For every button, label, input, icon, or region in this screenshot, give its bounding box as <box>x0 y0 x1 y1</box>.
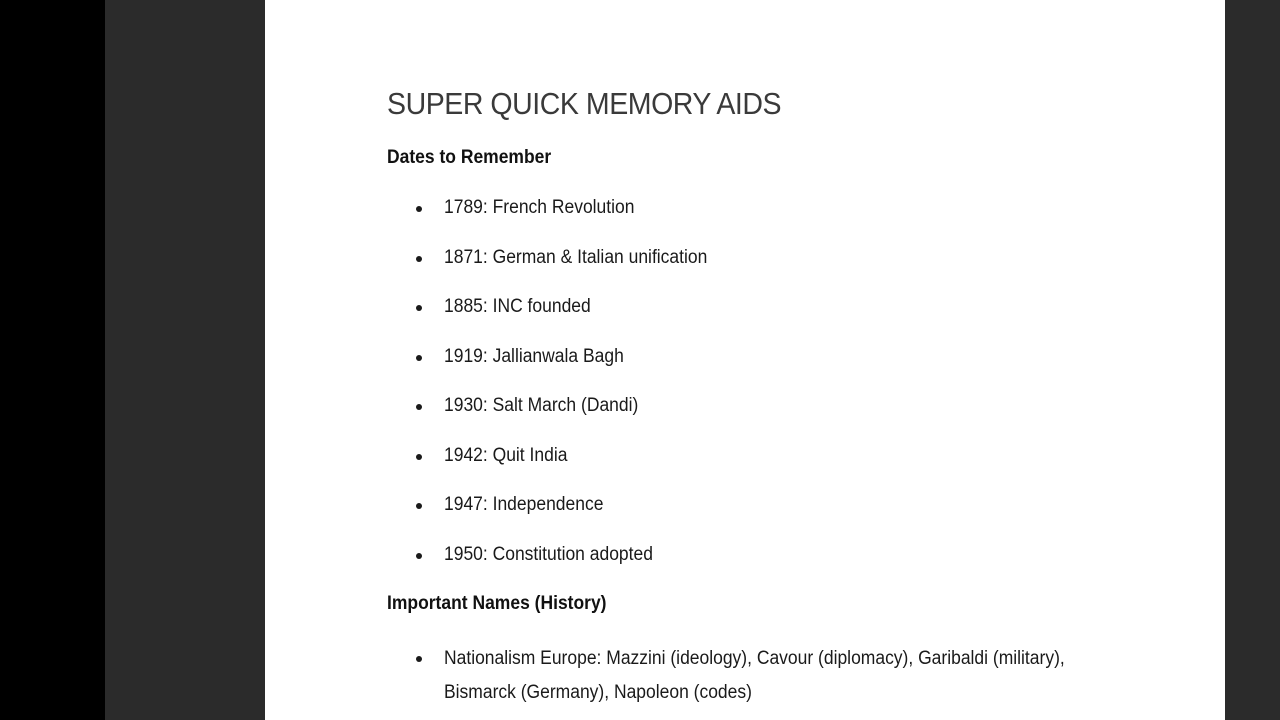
dates-list <box>387 196 1107 567</box>
bullet-icon <box>416 404 422 410</box>
list-item <box>387 295 1107 319</box>
viewer-left-gutter <box>105 0 265 720</box>
document-page <box>265 0 1225 720</box>
list-item-text: 1942: Quit India <box>444 444 568 466</box>
section-heading-dates: Dates to Remember <box>387 147 552 168</box>
list-item-text: 1950: Constitution adopted <box>444 543 653 565</box>
list-item <box>387 493 1107 517</box>
list-item-text: 1919: Jallianwala Bagh <box>444 345 624 367</box>
list-item-text: 1789: French Revolution <box>444 197 635 218</box>
list-item-text: 1871: German & Italian unification <box>444 246 708 268</box>
list-item <box>387 394 1107 418</box>
list-item <box>387 246 1107 270</box>
bullet-icon <box>416 206 422 212</box>
list-item <box>387 642 1107 710</box>
page-title: SUPER QUICK MEMORY AIDS <box>387 86 782 121</box>
section-heading-names: Important Names (History) <box>387 592 607 614</box>
list-item <box>387 196 1107 220</box>
bullet-icon <box>416 553 422 559</box>
list-item-text: 1947: Independence <box>444 494 604 515</box>
page-content <box>387 84 1107 710</box>
viewer-right-gutter <box>1225 0 1280 720</box>
names-list <box>387 642 1107 710</box>
bullet-icon <box>416 656 422 662</box>
bullet-icon <box>416 355 422 361</box>
bullet-icon <box>416 256 422 262</box>
list-item <box>387 543 1107 567</box>
bullet-icon <box>416 503 422 509</box>
list-item-text: Nationalism Europe: Mazzini (ideology), Cavour (diplomacy), Garibaldi (military), Bismarck (Germany), Napoleon (codes) <box>444 647 1065 703</box>
bullet-icon <box>416 305 422 311</box>
list-item <box>387 444 1107 468</box>
list-item <box>387 345 1107 369</box>
list-item-text: 1885: INC founded <box>444 296 591 317</box>
bullet-icon <box>416 454 422 460</box>
list-item-text: 1930: Salt March (Dandi) <box>444 395 639 416</box>
